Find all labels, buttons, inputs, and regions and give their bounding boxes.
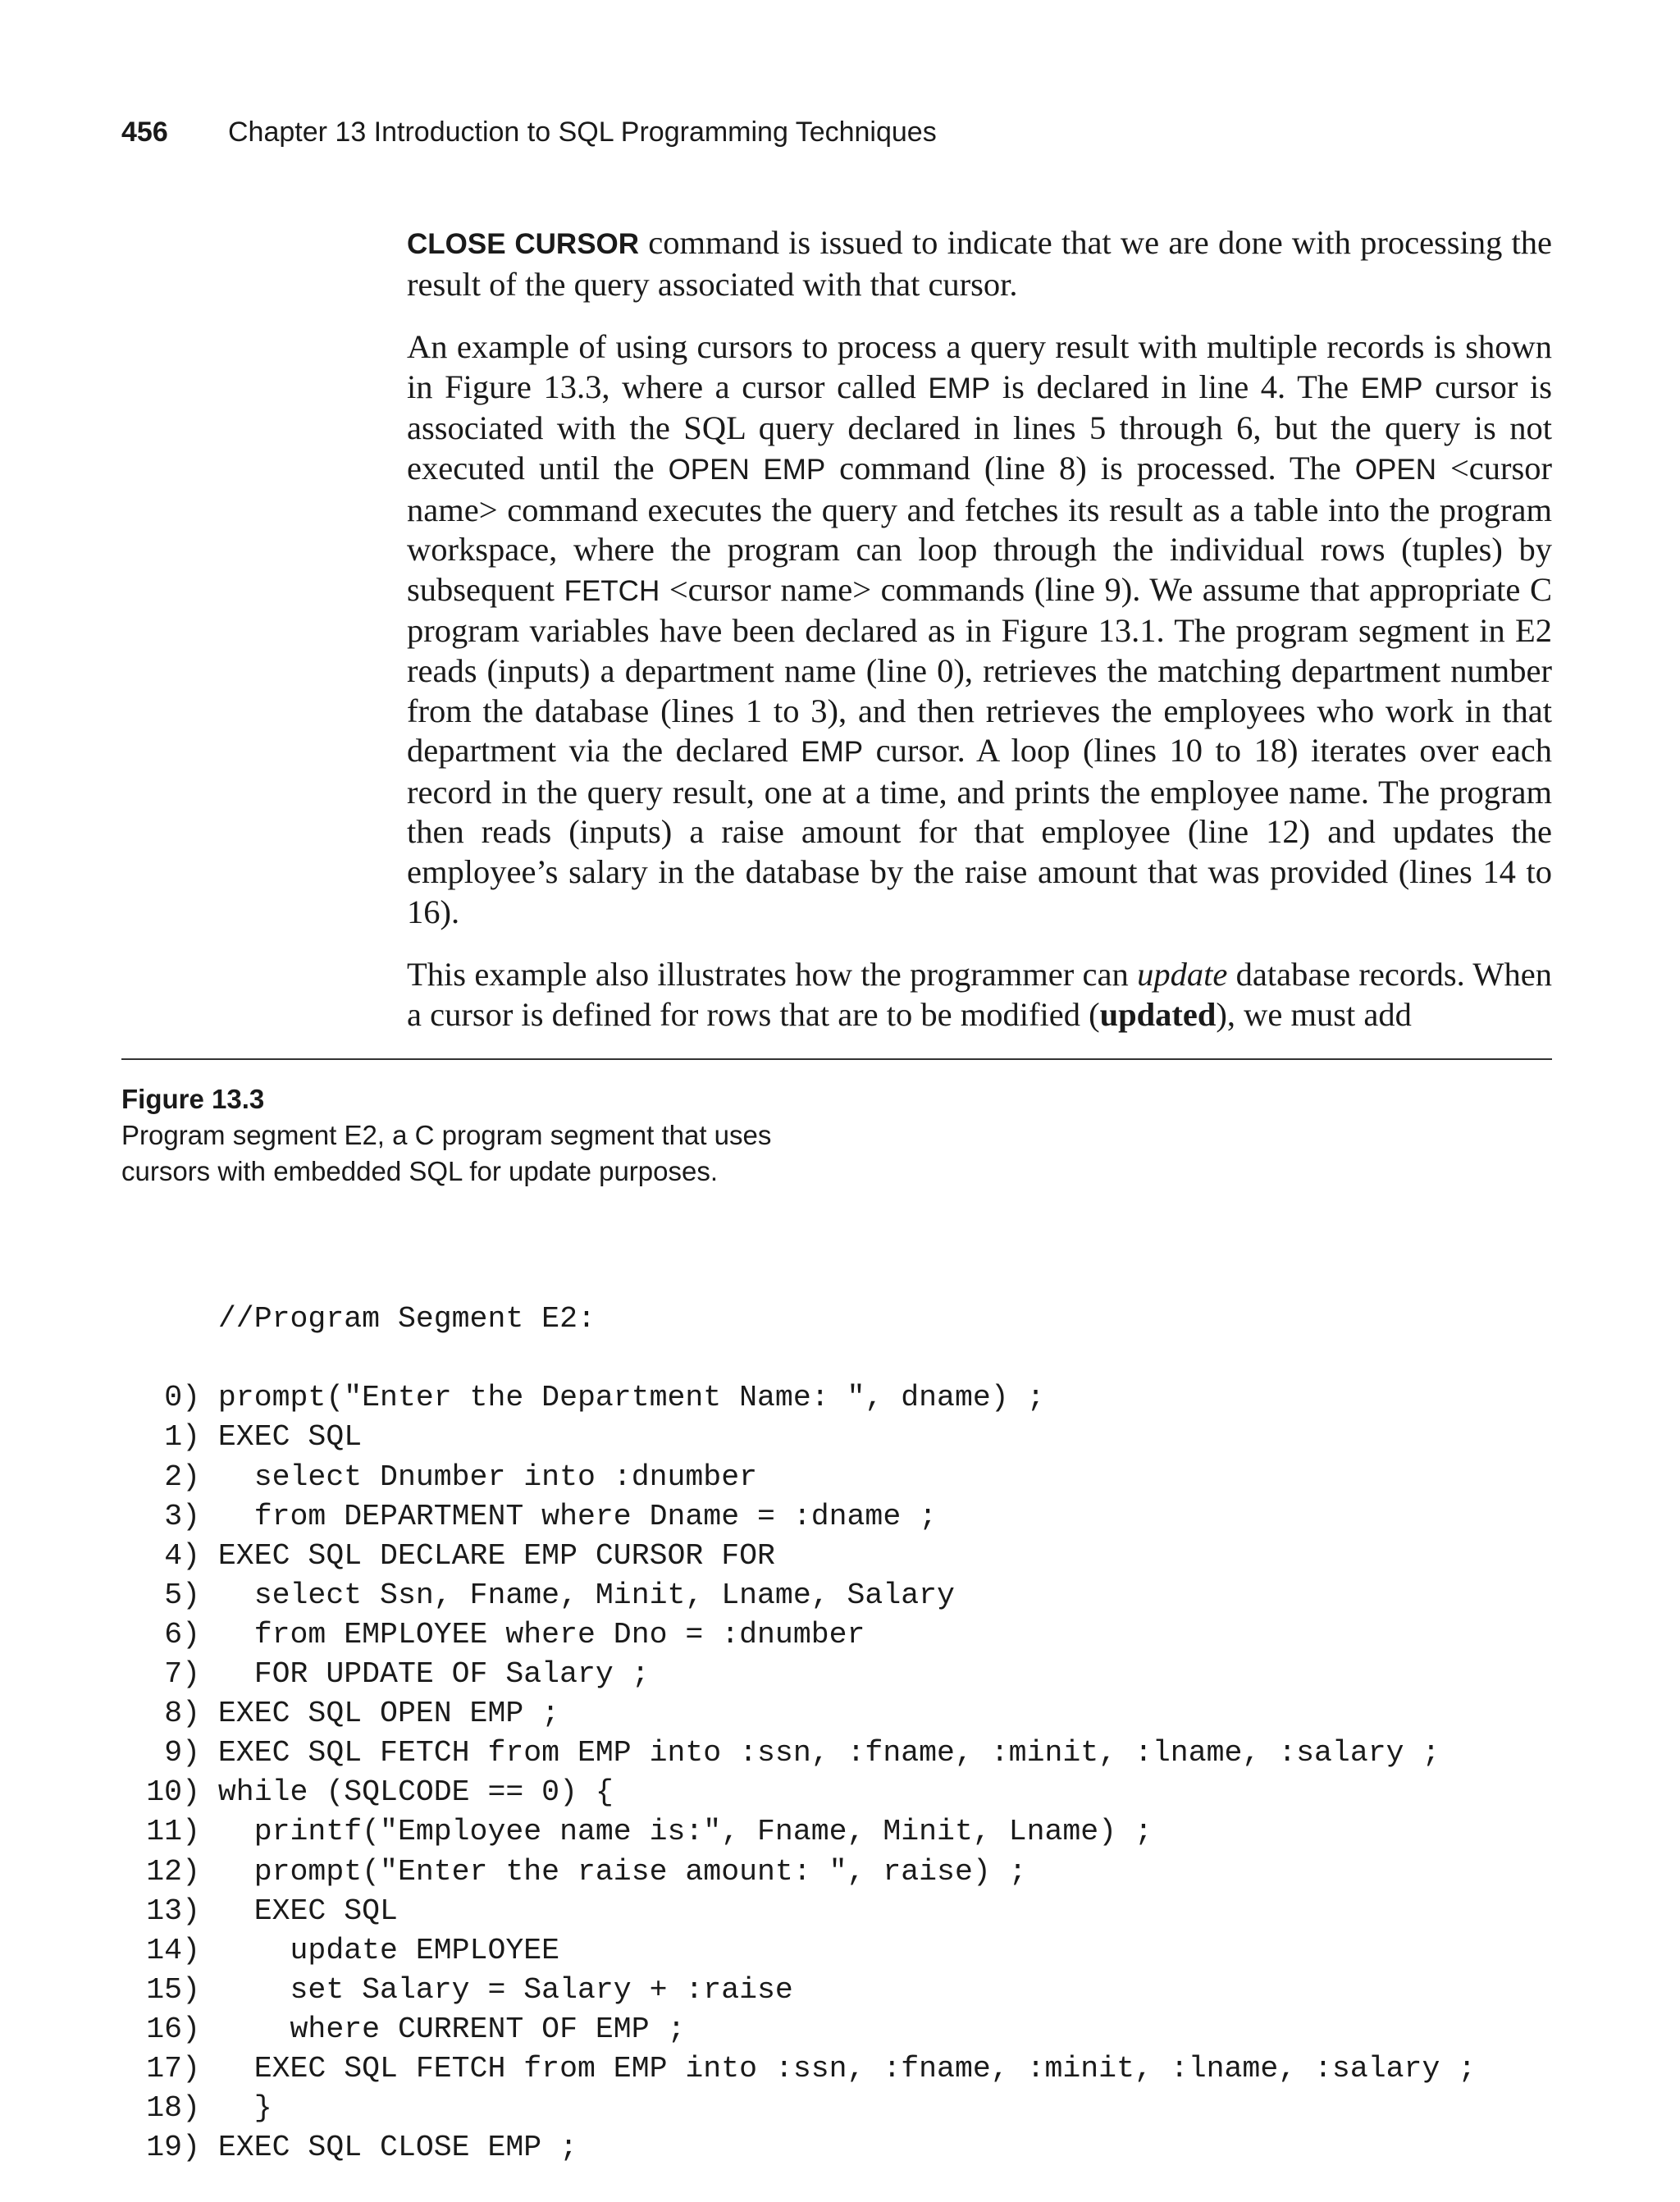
code-text: set Salary = Salary + :raise bbox=[217, 1972, 793, 2007]
code-text: select Ssn, Fname, Minit, Lname, Salary bbox=[217, 1578, 955, 1612]
line-number: 15) bbox=[146, 1972, 200, 2007]
line-number: 10) bbox=[146, 1775, 200, 1810]
code-text: EXEC SQL FETCH from EMP into :ssn, :fname, :minit, :lname, :salary ; bbox=[217, 1736, 1440, 1770]
paragraph-text: command (line 8) is processed. The bbox=[825, 449, 1355, 487]
code-line bbox=[121, 1892, 1476, 1931]
paragraph-text: cursor. A loop (lines 10 to 18) iterates over each record in the query result, one at a time, and prints the employee name. The program then reads (inputs) a raise amount for that employee (line 12) and updates the employee’s salary in the database by the raise amount that was provided (lines 14 to 16). bbox=[407, 732, 1553, 930]
line-number: 17) bbox=[146, 2051, 200, 2086]
code-text: EXEC SQL bbox=[217, 1420, 363, 1455]
line-number: 19) bbox=[146, 2131, 200, 2165]
page-header bbox=[121, 116, 937, 148]
inline-code: EMP bbox=[801, 736, 864, 769]
line-number: 12) bbox=[146, 1854, 200, 1889]
code-text: EXEC SQL CLOSE EMP ; bbox=[217, 2131, 578, 2165]
code-text: where CURRENT OF EMP ; bbox=[217, 2012, 686, 2046]
paragraph-text: <cursor name> command executes the query and fetches its result as a table into the program workspace, where the program can loop through the individual rows (tuples) by subsequent bbox=[407, 449, 1553, 608]
paragraph-text: <cursor name> commands (line 9). We assume that appropriate C program variables have been declared as in Figure 13.1. The program segment in E2 reads (inputs) a department name (line 0), retrieves the matching department number from the database (lines 1 to 3), and then retrieves the employees who work in that department via the declared bbox=[407, 570, 1552, 770]
code-text: FOR UPDATE OF Salary ; bbox=[217, 1657, 650, 1692]
code-line bbox=[121, 2049, 1476, 2089]
line-number: 9) bbox=[164, 1736, 200, 1770]
code-text: EXEC SQL DECLARE EMP CURSOR FOR bbox=[217, 1538, 775, 1573]
line-number: 14) bbox=[146, 1933, 200, 1967]
code-line bbox=[121, 1734, 1476, 1773]
code-line bbox=[121, 1694, 1476, 1734]
line-number: 11) bbox=[146, 1815, 200, 1849]
code-line bbox=[121, 1971, 1476, 2010]
code-line bbox=[121, 1576, 1476, 1615]
line-number: 6) bbox=[164, 1617, 200, 1652]
code-line bbox=[121, 1378, 1476, 1418]
code-text: from EMPLOYEE where Dno = :dnumber bbox=[217, 1617, 865, 1652]
code-line bbox=[121, 1931, 1476, 1971]
italic-term: update bbox=[1137, 956, 1228, 994]
code-text: while (SQLCODE == 0) { bbox=[217, 1775, 614, 1810]
page-number: 456 bbox=[121, 116, 168, 148]
paragraph-1 bbox=[407, 223, 1552, 304]
bold-term: updated bbox=[1099, 995, 1217, 1033]
figure-label: Figure 13.3 bbox=[121, 1084, 265, 1114]
line-number: 0) bbox=[164, 1381, 200, 1415]
inline-code: EMP bbox=[928, 372, 991, 404]
code-comment-line bbox=[121, 1300, 1476, 1339]
paragraph-text: This example also illustrates how the programmer can bbox=[407, 956, 1138, 994]
line-number: 13) bbox=[146, 1894, 200, 1928]
code-text: prompt("Enter the Department Name: ", dname) ; bbox=[217, 1381, 1045, 1415]
line-number: 4) bbox=[164, 1538, 200, 1573]
code-line bbox=[121, 2089, 1476, 2128]
code-line bbox=[121, 2010, 1476, 2049]
code-text: EXEC SQL OPEN EMP ; bbox=[217, 1697, 560, 1731]
code-text: //Program Segment E2: bbox=[217, 1302, 596, 1336]
code-text: prompt("Enter the raise amount: ", raise) ; bbox=[217, 1854, 1027, 1889]
line-number: 2) bbox=[164, 1460, 200, 1494]
body-text bbox=[407, 223, 1552, 1058]
line-number: 8) bbox=[164, 1697, 200, 1731]
paragraph-text: ), we must add bbox=[1216, 995, 1412, 1033]
figure-caption bbox=[121, 1081, 843, 1190]
line-number: 5) bbox=[164, 1578, 200, 1612]
paragraph-2 bbox=[407, 327, 1552, 932]
code-text: update EMPLOYEE bbox=[217, 1933, 560, 1967]
paragraph-text: database records. When a cursor is defined for rows that are to be modified ( bbox=[407, 956, 1552, 1033]
paragraph-text: command is issued to indicate that we are done with processing the result of the query associated with that cursor. bbox=[407, 224, 1553, 303]
code-line bbox=[121, 2128, 1476, 2168]
inline-code: FETCH bbox=[564, 574, 660, 607]
inline-code: OPEN bbox=[1354, 453, 1436, 486]
code-listing bbox=[121, 1221, 1476, 2168]
figure-divider bbox=[121, 1058, 1552, 1060]
line-number: 1) bbox=[164, 1420, 200, 1455]
line-number: 16) bbox=[146, 2012, 200, 2046]
code-line bbox=[121, 1655, 1476, 1694]
code-text: from DEPARTMENT where Dname = :dname ; bbox=[217, 1499, 938, 1533]
paragraph-3 bbox=[407, 955, 1552, 1035]
line-number: 3) bbox=[164, 1499, 200, 1533]
code-line bbox=[121, 1812, 1476, 1852]
paragraph-text: is declared in line 4. The bbox=[990, 368, 1361, 405]
code-text: } bbox=[217, 2091, 272, 2126]
code-line bbox=[121, 1773, 1476, 1812]
code-line bbox=[121, 1458, 1476, 1497]
inline-command: CLOSE CURSOR bbox=[407, 228, 640, 260]
code-line bbox=[121, 1615, 1476, 1655]
line-number: 18) bbox=[146, 2091, 200, 2126]
paragraph-text: An example of using cursors to process a query result with multiple records is shown in Figure 13.3, where a cursor called bbox=[407, 328, 1552, 405]
code-text: EXEC SQL FETCH from EMP into :ssn, :fname, :minit, :lname, :salary ; bbox=[217, 2051, 1477, 2086]
code-text: select Dnumber into :dnumber bbox=[217, 1460, 758, 1494]
inline-code: OPEN EMP bbox=[668, 453, 826, 486]
code-text: EXEC SQL bbox=[217, 1894, 398, 1928]
code-text: printf("Employee name is:", Fname, Minit, Lname) ; bbox=[217, 1815, 1153, 1849]
figure-description: Program segment E2, a C program segment that uses cursors with embedded SQL for update purposes. bbox=[121, 1120, 772, 1186]
line-number: 7) bbox=[164, 1657, 200, 1692]
code-line bbox=[121, 1418, 1476, 1457]
code-line bbox=[121, 1537, 1476, 1576]
code-line bbox=[121, 1497, 1476, 1537]
running-title: Chapter 13 Introduction to SQL Programming Techniques bbox=[228, 116, 937, 148]
paragraph-text: cursor is associated with the SQL query declared in lines 5 through 6, but the query is not executed until the bbox=[407, 368, 1552, 487]
code-line bbox=[121, 1853, 1476, 1892]
inline-code: EMP bbox=[1360, 372, 1423, 404]
